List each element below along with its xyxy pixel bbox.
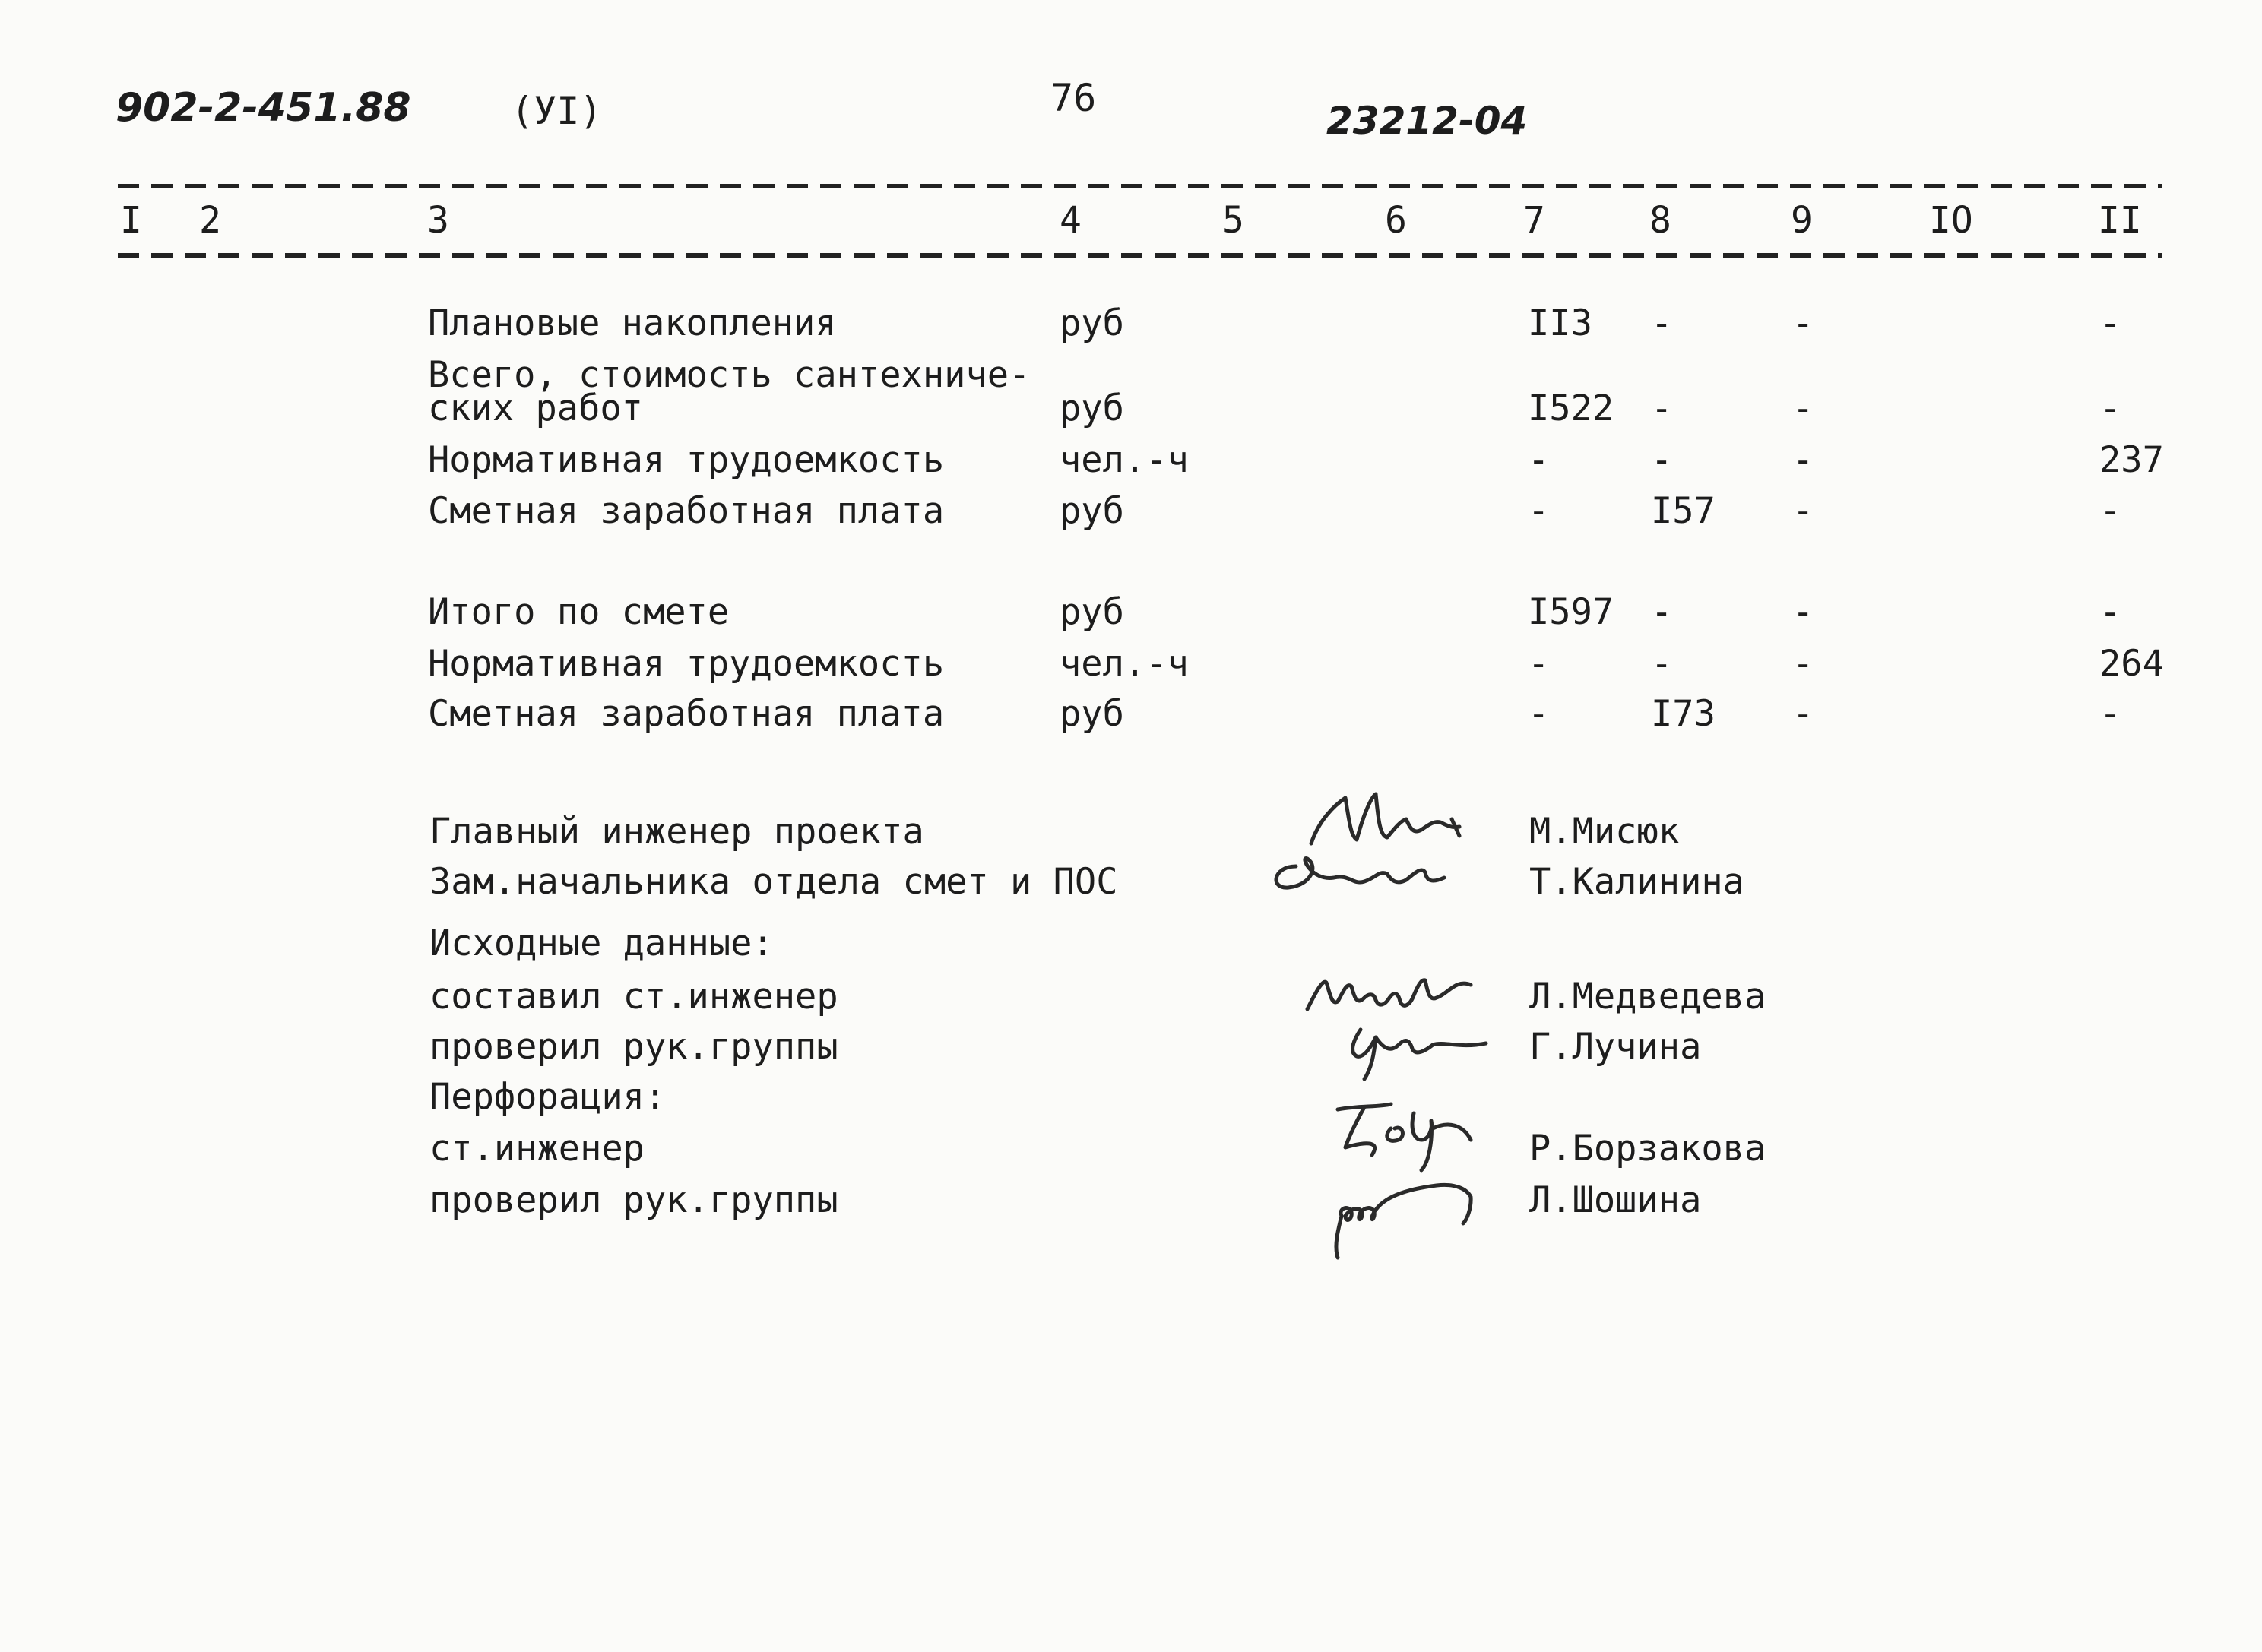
column-number-5: 5 [1222, 199, 1244, 242]
signature-kalinina [1266, 843, 1463, 904]
signature-shoshina [1323, 1163, 1490, 1269]
row-col8: I73 [1651, 693, 1716, 735]
row-name: Сметная заработная плата [428, 490, 945, 532]
row-col9: - [1792, 388, 1814, 429]
source-data-title: Исходные данные: [429, 923, 774, 964]
compiled-name: Л.Медведева [1529, 976, 1766, 1017]
row-col11: - [2099, 388, 2121, 429]
perforation-title: Перфорация: [429, 1076, 667, 1118]
row-name: Нормативная трудоемкость [428, 439, 945, 481]
row-unit: руб [1060, 388, 1124, 429]
row-col9: - [1792, 591, 1814, 633]
column-number-10: IO [1929, 199, 1973, 242]
row-col7: - [1528, 643, 1550, 685]
column-number-2: 2 [199, 199, 221, 242]
senior-engineer-title: ст.инженер [429, 1128, 645, 1169]
row-name: Плановые накопления [428, 302, 837, 344]
volume-label: (УI) [511, 89, 603, 133]
row-unit: руб [1060, 302, 1124, 344]
row-col8: - [1651, 388, 1673, 429]
column-number-6: 6 [1385, 199, 1407, 242]
row-name: Нормативная трудоемкость [428, 643, 945, 685]
row-unit: руб [1060, 693, 1124, 735]
senior-engineer-name: Р.Борзакова [1529, 1128, 1766, 1169]
row-col8: - [1651, 302, 1673, 344]
row-col7: I522 [1528, 388, 1614, 429]
row-unit: руб [1060, 591, 1124, 633]
row-name: Сметная заработная плата [428, 693, 945, 735]
row-col11: 264 [2099, 643, 2164, 685]
row-unit: чел.-ч [1060, 439, 1189, 481]
checked2-title: проверил рук.группы [429, 1179, 838, 1221]
page-number: 76 [1050, 76, 1097, 120]
row-col9: - [1792, 302, 1814, 344]
deputy-name: Т.Калинина [1529, 861, 1744, 903]
sheet-code: 23212-04 [1326, 99, 1528, 143]
row-name: ских работ [428, 388, 643, 429]
row-col9: - [1792, 643, 1814, 685]
signature-luchina [1330, 1014, 1497, 1083]
row-name: Итого по смете [428, 591, 730, 633]
row-col11: - [2099, 693, 2121, 735]
row-unit: руб [1060, 490, 1124, 532]
row-col7: - [1528, 490, 1550, 532]
row-col9: - [1792, 490, 1814, 532]
chief-engineer-title: Главный инженер проекта [429, 811, 924, 853]
deputy-title: Зам.начальника отдела смет и ПОС [429, 861, 1118, 903]
checked-title: проверил рук.группы [429, 1026, 838, 1068]
row-unit: чел.-ч [1060, 643, 1189, 685]
column-number-8: 8 [1649, 199, 1671, 242]
row-col8: I57 [1651, 490, 1716, 532]
row-col7: - [1528, 439, 1550, 481]
row-col8: - [1651, 439, 1673, 481]
row-col9: - [1792, 693, 1814, 735]
checked-name: Г.Лучина [1529, 1026, 1702, 1068]
compiled-title: составил ст.инженер [429, 976, 838, 1017]
row-col9: - [1792, 439, 1814, 481]
document-number: 902-2-451.88 [116, 85, 411, 131]
row-col11: - [2099, 591, 2121, 633]
checked2-name: Л.Шошина [1529, 1179, 1702, 1221]
column-number-4: 4 [1060, 199, 1082, 242]
header-bottom-rule [118, 253, 2162, 258]
column-number-3: 3 [427, 199, 449, 242]
row-col11: - [2099, 302, 2121, 344]
row-col11: 237 [2099, 439, 2164, 481]
column-number-9: 9 [1791, 199, 1813, 242]
row-col7: - [1528, 693, 1550, 735]
column-number-11: II [2098, 199, 2142, 242]
chief-engineer-name: М.Мисюк [1529, 811, 1681, 853]
row-col8: - [1651, 591, 1673, 633]
row-col7: II3 [1528, 302, 1592, 344]
column-number-7: 7 [1523, 199, 1545, 242]
row-col8: - [1651, 643, 1673, 685]
column-number-1: I [120, 199, 142, 242]
row-name-line1: Всего, стоимость сантехниче- [428, 354, 1031, 396]
row-col7: I597 [1528, 591, 1614, 633]
row-col11: - [2099, 490, 2121, 532]
header-top-rule [118, 184, 2162, 188]
